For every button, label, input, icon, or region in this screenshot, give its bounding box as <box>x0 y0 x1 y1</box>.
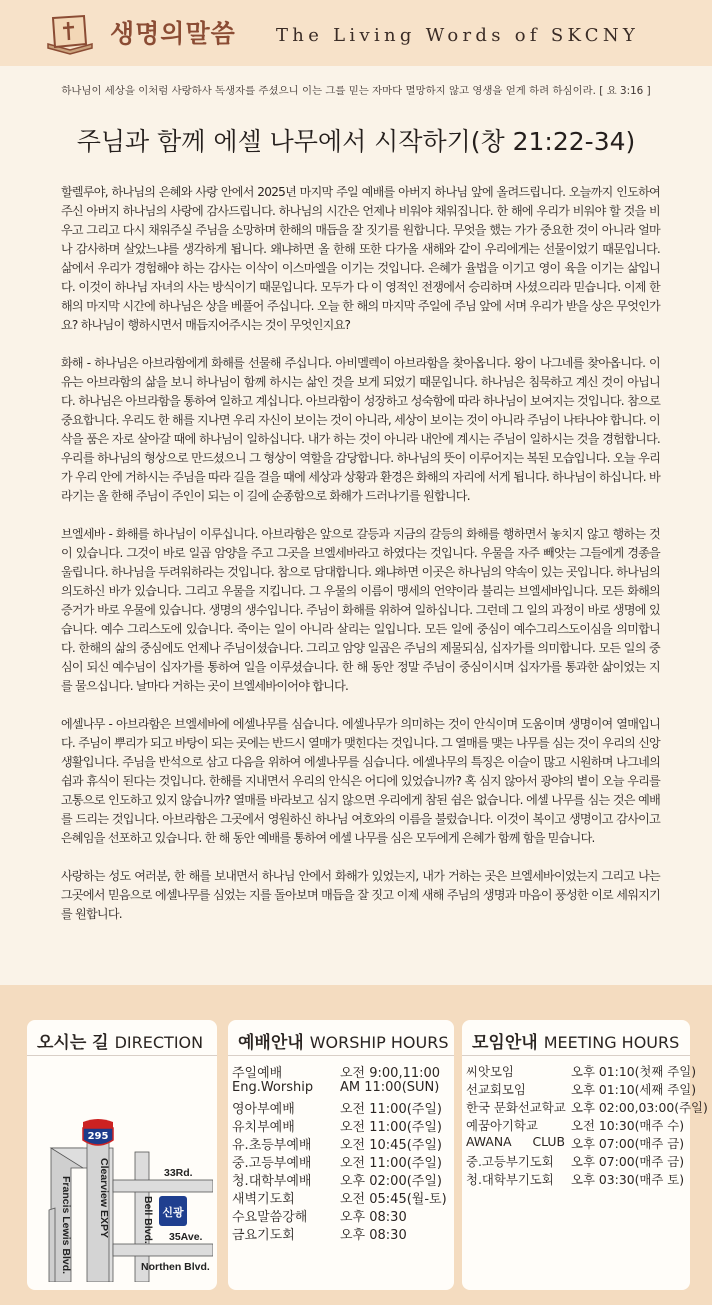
meeting-row <box>466 1080 697 1098</box>
worship-row <box>232 1188 452 1206</box>
meeting-row <box>466 1062 697 1080</box>
meeting-row <box>466 1098 708 1116</box>
meeting-label: 중.고등부기도회 <box>466 1154 554 1169</box>
meeting-panel <box>462 1020 708 1290</box>
worship-row <box>232 1170 452 1188</box>
header-banner <box>0 0 712 66</box>
direction-header <box>27 1020 217 1056</box>
bible-icon <box>44 10 96 58</box>
worship-time: 오전 11:00(주일) <box>340 1102 442 1117</box>
worship-label: 유.초등부예배 <box>232 1138 312 1153</box>
meeting-label: 씨앗모임 <box>466 1064 514 1079</box>
worship-row <box>232 1206 452 1224</box>
worship-list <box>232 1062 452 1242</box>
meeting-time: 오후 01:10(세째 주일) <box>571 1082 697 1097</box>
worship-row <box>232 1152 452 1170</box>
map-label-35ave: 35Ave. <box>169 1231 203 1243</box>
scripture-verse: 하나님이 세상을 이처럼 사랑하사 독생자를 주셨으니 이는 그를 믿는 자마다 멸망하지 않고 영생을 얻게 하려 하심이라. [ 요 3:16 ] <box>61 85 651 97</box>
meeting-time: 오후 07:00(매주 금) <box>571 1154 685 1169</box>
meeting-row <box>466 1116 688 1134</box>
meeting-row <box>466 1170 688 1188</box>
sermon-paragraph: 에셀나무 - 아브라함은 브엘세바에 에셀나무를 심습니다. 에셀나무가 의미하는 것이 안식이며 도움이며 생명이여 열매입니다. 주님이 뿌리가 되고 바탕이 되는 곳에는 반드시 열매가 맺힌다는 것입니다. 그 열매를 맺는 나무를 심는 것이 우리의 신앙생활입니다. 주님을 반석으로 삼고 다음을 위하여 에셀나무를 심습니다. 에셀나무의 특징은 이슬이 많고 시원하며 나그네의 쉼과 휴식이 된다는 것입니다. 한해를 지내면서 우리의 안식은 어디에 있었습니까? 혹 심지 않아서 광야의 볕이 오늘 우리를 고통으로 인도하고 있지 않습니까? 열매를 바라보고 심지 않으면 우리에게 참된 쉼은 없습니다. 에셀 나무를 심는 것은 예배를 드리는 것입니다. 아브라함은 그곳에서 영원하신 하나님 여호와의 이름을 불렀습니다. 이것이 복이고 생명이고 감사이고 은혜임을 선포하고 있습니다. 한 해 동안 예배를 통하여 에셀 나무를 심은 모두에게 은혜가 함께 함을 믿습니다. <box>61 717 660 845</box>
worship-time: AM 11:00(SUN) <box>340 1080 440 1095</box>
meeting-list <box>466 1062 708 1188</box>
meeting-label: 청.대학부기도회 <box>466 1172 554 1187</box>
meeting-label: 한국 문화선교학교 <box>466 1100 566 1115</box>
worship-row <box>232 1224 452 1242</box>
meeting-time: 오후 07:00(매주 금) <box>571 1136 685 1151</box>
church-logo-icon <box>159 1196 187 1226</box>
sermon-paragraph: 할렐루야, 하나님의 은혜와 사랑 안에서 2025년 마지막 주일 예배를 아버지 하나님 앞에 올려드립니다. 오늘까지 인도하여 주신 아버지 하나님의 사랑에 감사드립니다. 하나님의 시간은 언제나 비워야 채워집니다. 한 해에 우리가 비워야 할 것을 비우고 그리고 다시 채워주실 주님을 소망하며 한해의 매듭을 잘 짓기를 원합니다. 무엇을 했는 가가 중요한 것이 아니라 얼마나 감사하며 살았느냐를 생각하게 됩니다. 왜냐하면 올 한해 또한 다가올 새해와 같이 우리에게는 선물이었기 때문입니다. 삶에서 우리가 경험해야 하는 감사는 이삭이 이스마엘을 이기는 것입니다. 은혜가 율법을 이기고 영이 육을 이기는 삶입니다. 이것이 하나님 자녀의 사는 방식이기 때문입니다. 모두가 다 이 영적인 전쟁에서 승리하며 사셨으리라 믿습니다. 이제 한해의 마지막 시간에 하나님은 상을 베풀어 주십니다. 오늘 한 해의 마지막 주일에 주님 앞에 서며 우리가 받을 상은 무엇인가요? 하나님이 행하시면서 매듭지어주시는 것이 무엇인지요? <box>61 185 660 332</box>
worship-row <box>232 1062 452 1080</box>
worship-label: 영아부예배 <box>232 1102 295 1117</box>
direction-title-ko: 오시는 길 <box>37 1033 109 1053</box>
sermon-paragraph: 사랑하는 성도 여러분, 한 해를 보내면서 하나님 안에서 화해가 있었는지, 내가 거하는 곳은 브엘세바이었는지 그리고 나는 그곳에서 믿음으로 에셀나무를 심었는 지를 돌아보며 매듭을 잘 짓고 이제 새해 주님의 생명과 마음이 풍성한 이로 세워지기를 원합니다. <box>61 869 660 921</box>
meeting-row <box>466 1152 688 1170</box>
meeting-label: AWANA CLUB <box>466 1134 565 1149</box>
worship-label: 유치부예배 <box>232 1120 295 1135</box>
meeting-title-ko: 모임안내 <box>472 1033 538 1053</box>
meeting-time: 오후 01:10(첫째 주일) <box>571 1064 697 1079</box>
worship-title-en: WORSHIP HOURS <box>309 1033 449 1052</box>
worship-title-ko: 예배안내 <box>238 1033 304 1053</box>
worship-time: 오전 9:00,11:00 <box>340 1066 441 1081</box>
map-label-bell: Bell Blvd. <box>142 1196 154 1244</box>
worship-row <box>232 1116 452 1134</box>
meeting-time: 오전 10:30(매주 수) <box>571 1118 685 1133</box>
direction-title-en: DIRECTION <box>114 1033 204 1052</box>
worship-label: 청.대학부예배 <box>232 1174 312 1189</box>
meeting-label: 선교회모임 <box>466 1082 526 1097</box>
highway-number: 295 <box>87 1131 109 1142</box>
meeting-header <box>462 1020 690 1056</box>
worship-row <box>232 1080 452 1098</box>
map-label-francis-lewis: Francis Lewis Blvd. <box>60 1176 72 1275</box>
worship-row <box>232 1134 452 1152</box>
worship-time: 오전 10:45(주일) <box>340 1138 442 1153</box>
worship-header <box>228 1020 454 1056</box>
meeting-time: 오후 02:00,03:00(주일) <box>571 1100 708 1115</box>
highway-295-icon <box>83 1119 113 1145</box>
worship-row <box>232 1098 452 1116</box>
map-label-clearview: Clearview EXPY <box>98 1158 110 1238</box>
worship-time: 오후 08:30 <box>340 1210 407 1225</box>
direction-panel <box>27 1020 217 1290</box>
sermon-body <box>61 183 660 943</box>
worship-time: 오전 11:00(주일) <box>340 1156 442 1171</box>
worship-time: 오후 08:30 <box>340 1228 407 1243</box>
worship-label: 중.고등부예배 <box>232 1156 312 1171</box>
sermon-title: 주님과 함께 에셀 나무에서 시작하기(창 21:22-34) <box>76 127 636 156</box>
meeting-label: 예꿈아기학교 <box>466 1118 538 1133</box>
worship-time: 오후 02:00(주일) <box>340 1174 442 1189</box>
header-title-en: The Living Words of SKCNY <box>276 25 640 46</box>
sermon-paragraph: 브엘세바 - 화해를 하나님이 이루십니다. 아브라함은 앞으로 갈등과 지금의 갈등의 화해를 행하면서 놓치지 않고 행하는 것이 있습니다. 그것이 바로 일곱 암양을 주고 그곳을 브엘세바라고 하였다는 것입니다. 우물을 자주 빼앗는 그들에게 경종을 울립니다. 하나님을 두려워하라는 것입니다. 참으로 담대합니다. 왜냐하면 이곳은 하나님의 약속이 있는 곳입니다. 하나님의 의도하신 바가 있습니다. 그리고 우물을 지킵니다. 그 우물의 이름이 맹세의 언약이라 불리는 브엘세바입니다. 모든 화해의 증거가 바로 우물에 있습니다. 생명의 생수입니다. 주님이 화해를 위하여 일하십니다. 그런데 그 일의 과정이 바로 생명에 있습니다. 예수 그리스도에 있습니다. 죽이는 일이 아니라 살리는 일입니다. 모든 일에 중심이 예수그리스도이심을 의미합니다. 한해의 삶의 중심에도 언제나 주님이셨습니다. 그리고 암양 일곱은 주님의 제물되심, 십자가를 의미합니다. 모든 일의 중심이 되신 예수님이 십자가를 통하여 일을 이루셨습니다. 한 해 동안 정말 주님이 중심이시며 십자가를 통과한 삶이었는 지를 물으십니다. 날마다 거하는 곳이 브엘세바이어야 합니다. <box>61 527 660 693</box>
worship-label: 주일예배 <box>232 1066 283 1081</box>
sermon-paragraph: 화해 - 하나님은 아브라함에게 화해를 선물해 주십니다. 아비멜렉이 아브라함을 찾아옵니다. 왕이 나그네를 찾아옵니다. 이유는 아브라함의 삶을 보니 하나님이 함께 하시는 삶인 것을 보게 되었기 때문입니다. 하나님은 침묵하고 계신 것이 아닙니다. 하나님은 아브라함을 통하여 일하고 계십니다. 아브라함이 성장하고 성숙함에 따라 하나님이 보여지는 것입니다. 참으로 중요합니다. 우리도 한 해를 지나면 우리 자신이 보이는 것이 아니라, 세상이 보이는 것이 아니라 주님이 나타나야 합니다. 이삭을 품은 자로 살아갈 때에 하나님이 일하십니다. 내가 하는 것이 아니라 내안에 계시는 주님이 일하시는 것을 경험합니다. 우리를 하나님의 형상으로 만드셨으니 그 형상이 역할을 감당합니다. 하나님의 뜻이 이루어지는 복된 모습입니다. 오늘 우리가 우리 안에 거하시는 주님을 따라 길을 걸을 때에 세상과 상황과 환경은 화해의 자리에 서게 됩니다. 하나님이 하십니다. 바라기는 올 한해 주님이 주인이 되는 이 길에 순종함으로 화해가 드러나기를 원합니다. <box>61 356 660 503</box>
worship-panel <box>228 1020 454 1290</box>
location-map <box>41 1068 213 1282</box>
map-label-33rd: 33Rd. <box>164 1167 193 1179</box>
header-title-ko: 생명의말씀 <box>110 19 236 48</box>
meeting-title-en: MEETING HOURS <box>543 1033 680 1052</box>
map-label-northen: Northen Blvd. <box>141 1261 210 1273</box>
worship-label: Eng.Worship <box>232 1080 314 1095</box>
worship-time: 오전 11:00(주일) <box>340 1120 442 1135</box>
church-logo-text: 신광 <box>162 1206 184 1219</box>
worship-label: 금요기도회 <box>232 1228 295 1243</box>
worship-time: 오전 05:45(월-토) <box>340 1192 447 1207</box>
worship-label: 수요말씀강해 <box>232 1210 308 1225</box>
meeting-time: 오후 03:30(매주 토) <box>571 1172 685 1187</box>
worship-label: 새벽기도회 <box>232 1192 295 1207</box>
meeting-row <box>466 1134 688 1152</box>
